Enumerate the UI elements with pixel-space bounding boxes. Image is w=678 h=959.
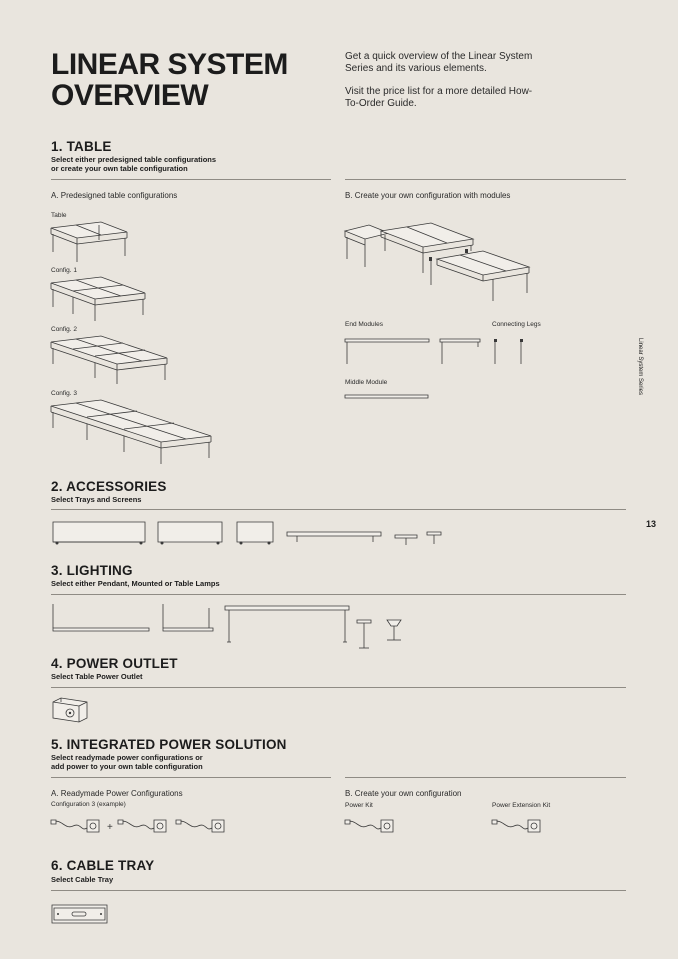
power-kit-illustration-1 [51, 814, 103, 840]
section-title-integrated-power: 5. INTEGRATED POWER SOLUTION [51, 737, 287, 752]
divider [51, 594, 626, 595]
divider [345, 777, 626, 778]
power-kit-illustration [345, 814, 397, 840]
divider [51, 179, 331, 180]
section-sub-power-outlet: Select Table Power Outlet [51, 672, 143, 681]
accessories-illustration [51, 520, 451, 548]
power-extension-kit-illustration [492, 814, 544, 840]
predesigned-configs-heading: A. Predesigned table configurations [51, 191, 178, 200]
config-3-illustration [51, 400, 217, 466]
modules-exploded-illustration [345, 221, 535, 305]
readymade-power-heading: A. Readymade Power Configurations [51, 789, 183, 798]
page-number: 13 [646, 519, 657, 529]
end-modules-label: End Modules [345, 321, 383, 328]
section-sub-cable-tray: Select Cable Tray [51, 875, 114, 884]
table-label: Table [51, 212, 67, 219]
power-kit-label: Power Kit [345, 802, 373, 809]
middle-module-label: Middle Module [345, 379, 388, 386]
section-sub-integrated-power [51, 753, 203, 771]
section-sub-table-line1: Select either predesigned table configurations [51, 155, 217, 164]
cable-tray-illustration [51, 904, 109, 926]
table-illustration [51, 222, 131, 264]
intro-text-overview: Get a quick overview of the Linear System Series and its various elements. [345, 51, 533, 74]
page-title-line1: LINEAR SYSTEM [51, 48, 288, 81]
power-kit-illustration-2 [118, 814, 170, 840]
custom-config-heading: B. Create your own configuration with modules [345, 191, 511, 200]
section-sub-lighting: Select either Pendant, Mounted or Table Lamps [51, 579, 220, 588]
section-title-power-outlet: 4. POWER OUTLET [51, 656, 178, 671]
power-extension-kit-label: Power Extension Kit [492, 802, 551, 809]
section-title-lighting: 3. LIGHTING [51, 563, 133, 578]
middle-module-illustration [345, 394, 431, 400]
plus-sign-text: + [107, 822, 113, 833]
end-modules-illustration [345, 337, 535, 367]
config-1-label: Config. 1 [51, 267, 78, 274]
config-3-label: Config. 3 [51, 390, 78, 397]
section-sub-integrated-power-line1: Select readymade power configurations or [51, 753, 203, 762]
lighting-illustration [51, 604, 411, 652]
section-sub-integrated-power-line2: add power to your own table configuration [51, 762, 203, 771]
power-outlet-illustration [51, 698, 91, 724]
divider [51, 687, 626, 688]
section-sub-table-line2: or create your own table configuration [51, 164, 188, 173]
intro-text-price-list: Visit the price list for a more detailed How-To-Order Guide. [345, 86, 533, 109]
section-title-accessories: 2. ACCESSORIES [51, 479, 167, 494]
divider [51, 777, 331, 778]
connecting-legs-label: Connecting Legs [492, 321, 541, 328]
series-side-label: Linear System Series [637, 338, 643, 396]
section-title-cable-tray: 6. CABLE TRAY [51, 858, 155, 873]
page-title-line2: OVERVIEW [51, 79, 209, 112]
divider [345, 179, 626, 180]
config-2-label: Config. 2 [51, 326, 78, 333]
custom-power-heading: B. Create your own configuration [345, 789, 462, 798]
page-title [51, 49, 311, 111]
section-sub-table [51, 155, 216, 173]
section-title-table: 1. TABLE [51, 139, 112, 154]
section-sub-accessories: Select Trays and Screens [51, 495, 142, 504]
divider [51, 890, 626, 891]
divider [51, 509, 626, 510]
config-1-illustration [51, 277, 151, 323]
readymade-power-sub: Configuration 3 (example) [51, 801, 126, 808]
power-kit-illustration-3 [176, 814, 228, 840]
config-2-illustration [51, 336, 173, 386]
